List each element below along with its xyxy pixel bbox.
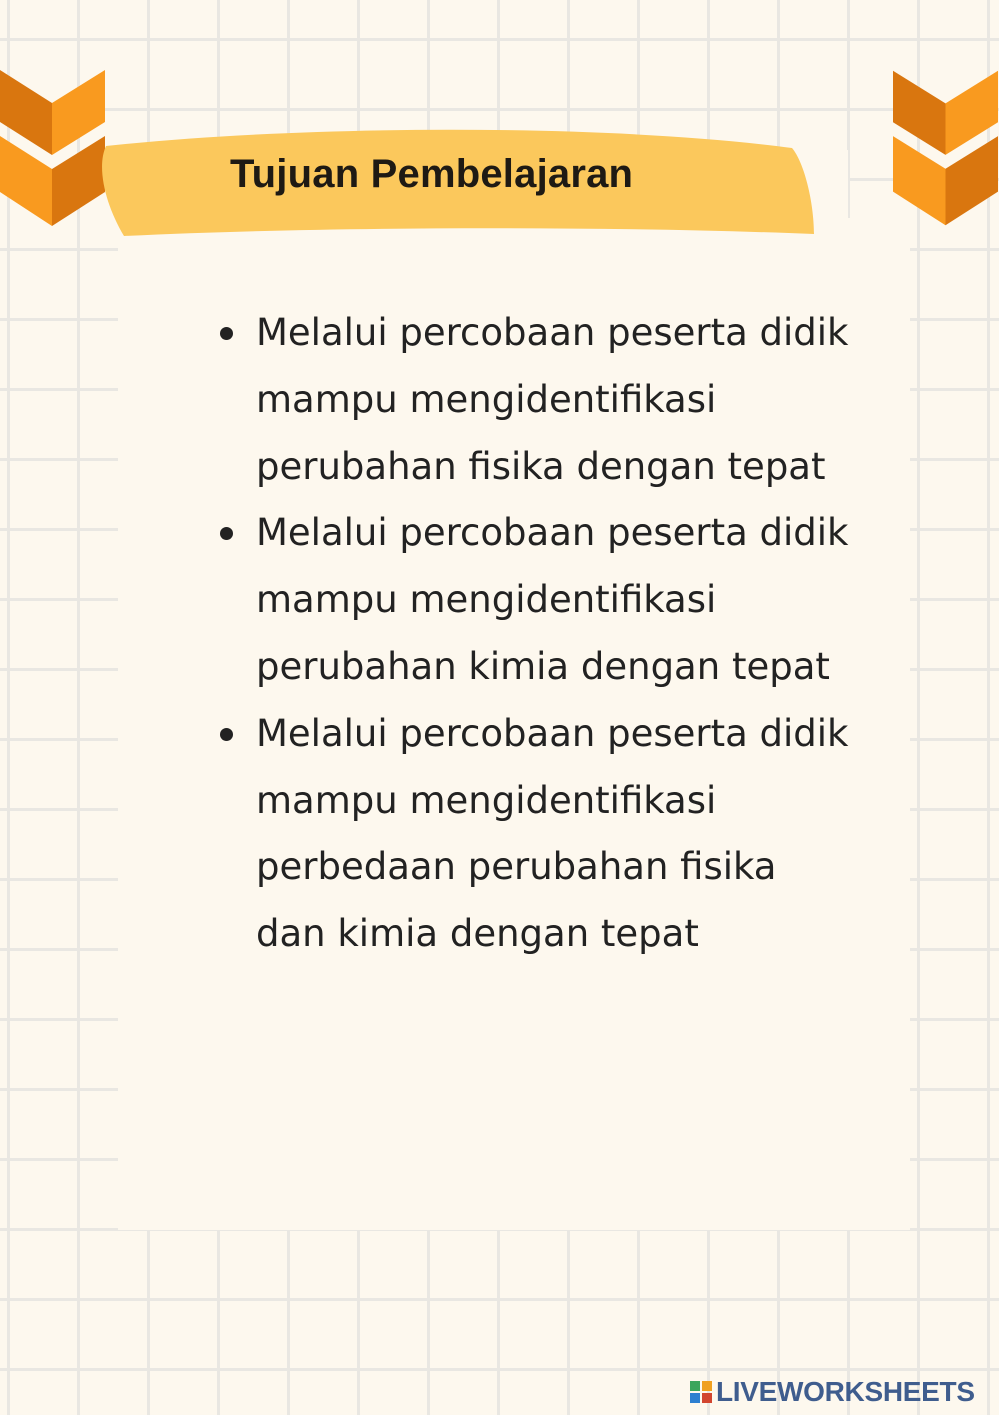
bullet-dot-icon (220, 527, 233, 540)
chevron-ornament-icon (0, 70, 105, 226)
watermark-text: LIVEWORKSHEETS (716, 1376, 975, 1407)
objectives-list (214, 300, 854, 968)
liveworksheets-logo-icon (690, 1381, 712, 1403)
watermark (690, 1372, 975, 1412)
list-item (214, 300, 854, 500)
list-item (214, 701, 854, 968)
list-item (214, 500, 854, 700)
chevron-ornament-icon (893, 70, 998, 226)
objective-text: Melalui percobaan peserta didik mampu mengidentifikasi perbedaan perubahan fisika dan kimia dengan tepat (256, 711, 849, 956)
objective-text: Melalui percobaan peserta didik mampu mengidentifikasi perubahan kimia dengan tepat (256, 511, 849, 688)
objective-text: Melalui percobaan peserta didik mampu mengidentifikasi perubahan fisika dengan tepat (256, 311, 849, 488)
bullet-dot-icon (220, 327, 233, 340)
page-title: Tujuan Pembelajaran (230, 152, 634, 196)
bullet-dot-icon (220, 728, 233, 741)
